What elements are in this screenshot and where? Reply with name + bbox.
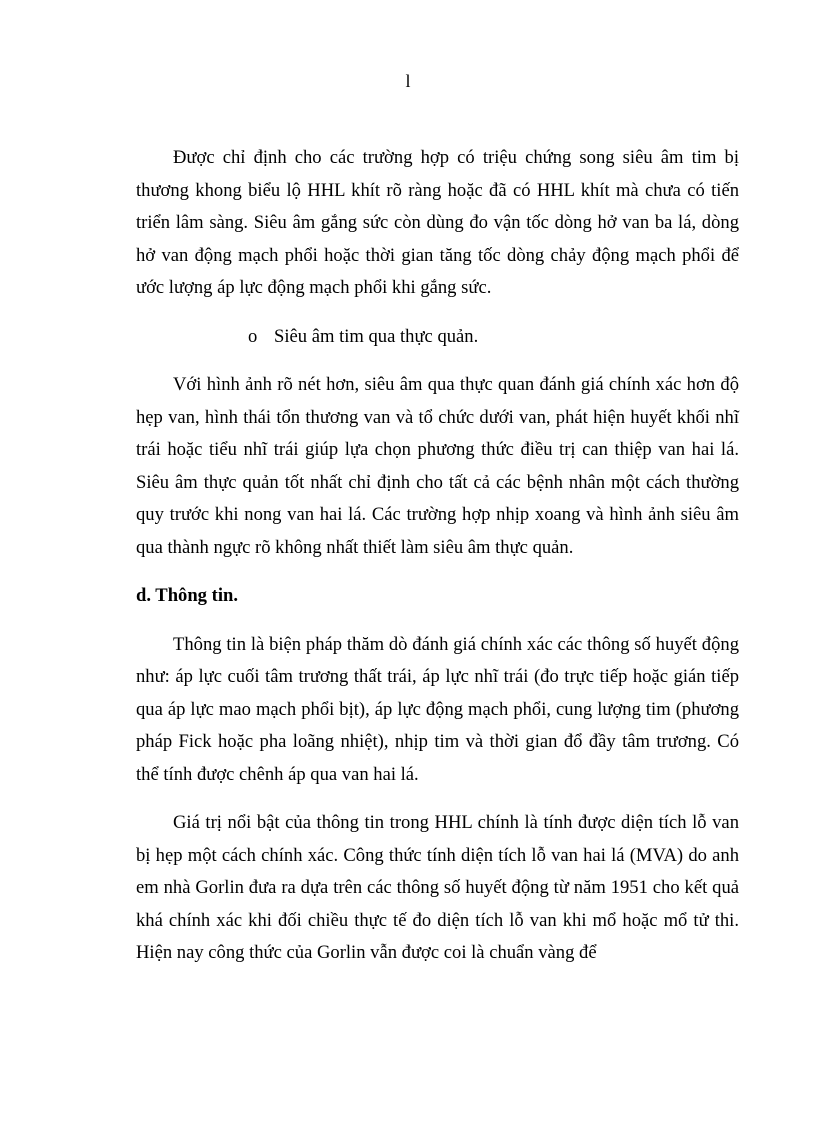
bullet-text: Siêu âm tim qua thực quản. bbox=[274, 325, 479, 347]
section-heading: d. Thông tin. bbox=[136, 585, 238, 606]
bullet-marker: o bbox=[248, 325, 258, 347]
paragraph-gorlin: Giá trị nổi bật của thông tin trong HHL chính là tính được diện tích lỗ van bị hẹp một cách chính xác. Công thức tính diện tích lỗ van hai lá (MVA) do anh em nhà Gorlin đưa ra dựa trên các thông số huyết động từ năm 1951 cho kết quả khá chính xác khi đối chiều thực tế đo diện tích lỗ van khi mổ hoặc mổ tử thi. Hiện nay công thức của Gorlin vẫn được coi là chuẩn vàng để bbox=[136, 812, 739, 963]
paragraph-catheterization: Thông tin là biện pháp thăm dò đánh giá chính xác các thông số huyết động như: áp lực cuối tâm trương thất trái, áp lực nhĩ trái (đo trực tiếp hoặc gián tiếp qua áp lực mao mạch phổi bịt), áp lực động mạch phổi, cung lượng tim (phương pháp Fick hoặc pha loãng nhiệt), nhịp tim và thời gian đổ đầy tâm trương. Có thể tính được chênh áp qua van hai lá. bbox=[136, 633, 739, 785]
document-body bbox=[136, 142, 739, 970]
page-number: l bbox=[405, 71, 411, 91]
bullet-item bbox=[136, 321, 739, 354]
paragraph-stress-echo: Được chỉ định cho các trường hợp có triệu chứng song siêu âm tim bị thương khong biểu lộ HHL khít rõ ràng hoặc đã có HHL khít mà chưa có tiến triển lâm sàng. Siêu âm gắng sức còn dùng đo vận tốc dòng hở van ba lá, dòng hở van động mạch phổi hoặc thời gian tăng tốc dòng chảy động mạch phổi để ước lượng áp lực động mạch phổi khi gắng sức. bbox=[136, 147, 739, 298]
paragraph-tee: Với hình ảnh rõ nét hơn, siêu âm qua thực quan đánh giá chính xác hơn độ hẹp van, hình thái tổn thương van và tổ chức dưới van, phát hiện huyết khối nhĩ trái hoặc tiểu nhĩ trái giúp lựa chọn phương thức điều trị can thiệp van hai lá. Siêu âm thực quản tốt nhất chỉ định cho tất cả các bệnh nhân một cách thường quy trước khi nong van hai lá. Các trường hợp nhịp xoang và hình ảnh siêu âm qua thành ngực rõ không nhất thiết làm siêu âm thực quản. bbox=[136, 374, 739, 558]
